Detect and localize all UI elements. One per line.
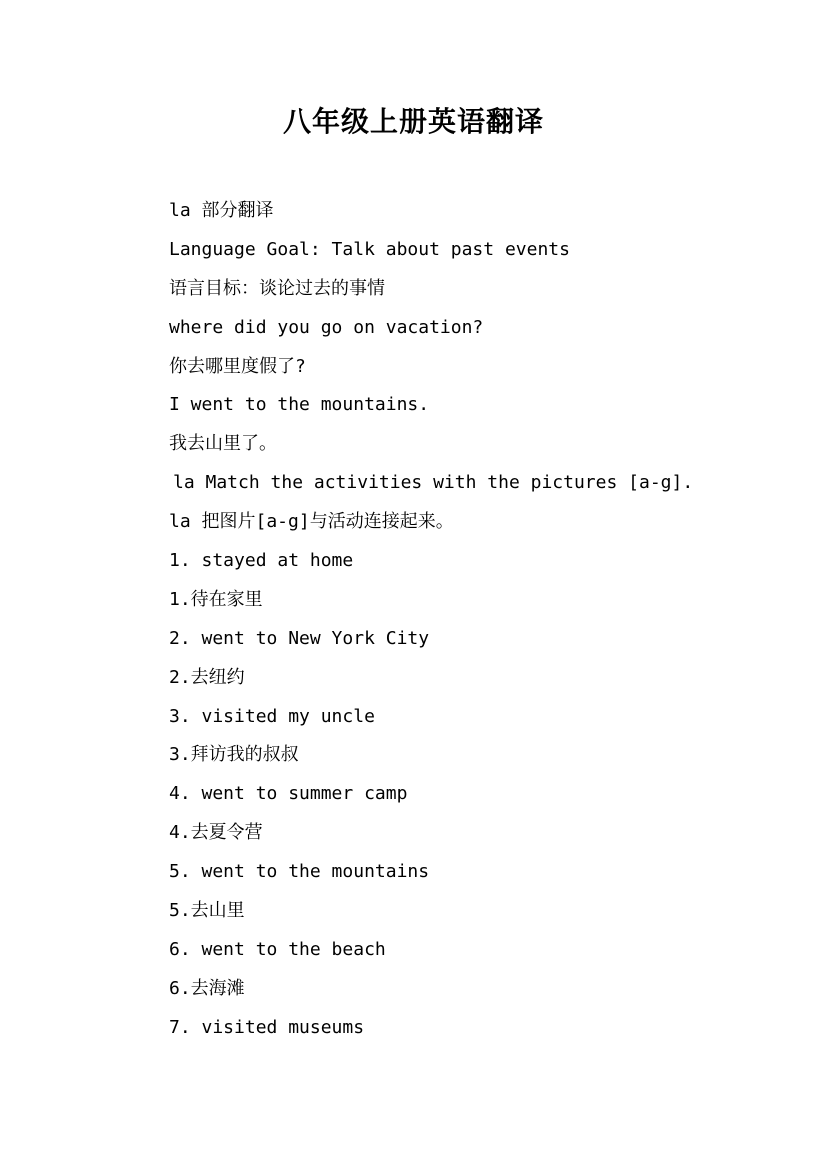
activity-item: 6. went to the beach <box>169 938 386 960</box>
text-line: where did you go on vacation? <box>169 316 484 338</box>
text-line: I went to the mountains. <box>169 394 430 416</box>
activity-translation: 3.拜访我的叔叔 <box>169 744 299 766</box>
document-body <box>169 192 789 1048</box>
activity-item: 1. stayed at home <box>169 550 354 572</box>
activity-item: 5. went to the mountains <box>169 861 430 883</box>
text-line: 你去哪里度假了? <box>169 355 306 377</box>
activity-translation: 5.去山里 <box>169 900 245 922</box>
activity-item: 2. went to New York City <box>169 627 430 649</box>
activity-item: 7. visited museums <box>169 1016 365 1038</box>
text-line: 我去山里了。 <box>169 433 277 455</box>
document-title: 八年级上册英语翻译 <box>282 105 544 138</box>
activity-item: 3. visited my uncle <box>169 705 375 727</box>
instruction-line: la Match the activities with the pictures [a-g]. <box>173 472 694 494</box>
activity-translation: 6.去海滩 <box>169 977 245 999</box>
activity-translation: 1.待在家里 <box>169 588 263 610</box>
text-line: 语言目标：谈论过去的事情 <box>169 277 385 299</box>
section-heading: la 部分翻译 <box>169 200 274 221</box>
activity-translation: 4.去夏令营 <box>169 822 263 844</box>
activity-item: 4. went to summer camp <box>169 783 408 805</box>
activity-translation: 2.去纽约 <box>169 666 245 688</box>
text-line: Language Goal: Talk about past events <box>169 238 570 260</box>
instruction-translation: la 把图片[a-g]与活动连接起来。 <box>169 511 454 533</box>
